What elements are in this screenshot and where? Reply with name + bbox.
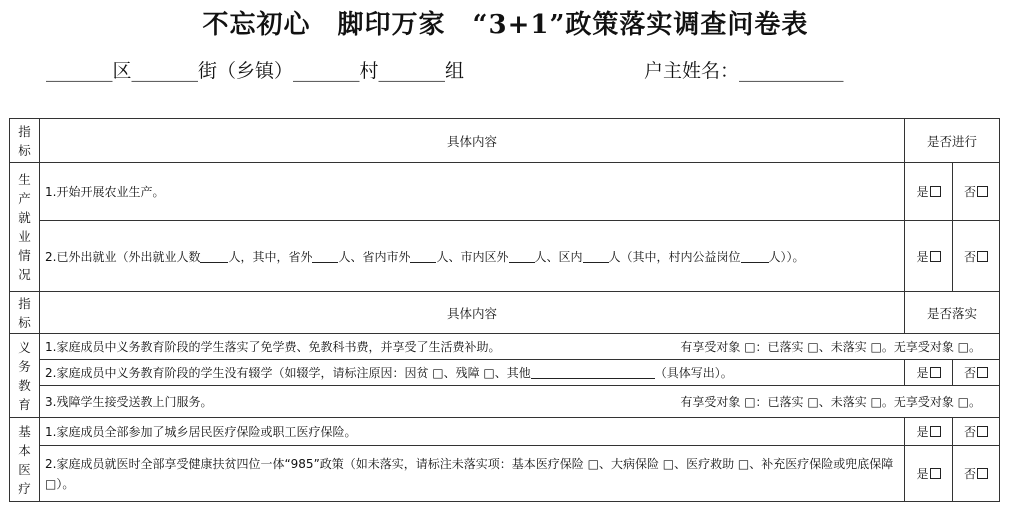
table-header-row (10, 119, 1000, 163)
address-fields[interactable]: _______区_______街（乡镇）_______村_______组 (46, 60, 465, 82)
status-header: 是否进行 (905, 119, 1000, 163)
table-row (10, 418, 1000, 446)
yes-checkbox[interactable]: 是 (905, 418, 953, 446)
indicator-header: 指 标 (10, 119, 40, 163)
yes-checkbox[interactable]: 是 (905, 446, 953, 502)
section-basic-medical: 基 本 医 疗 (10, 418, 40, 502)
checkbox-icon[interactable] (977, 468, 988, 479)
indicator-header: 指 标 (10, 292, 40, 334)
education-item-3: 3.残障学生接受送教上门服务。 有享受对象 □：已落实 □、未落实 □。无享受对象 □。 (40, 386, 1000, 418)
blank-field[interactable] (312, 250, 338, 263)
checkbox-icon[interactable] (930, 251, 941, 262)
checkbox-icon[interactable] (977, 426, 988, 437)
no-checkbox[interactable]: 否 (953, 446, 1000, 502)
blank-field[interactable] (741, 250, 769, 263)
table-header-row (10, 292, 1000, 334)
medical-item-1: 1.家庭成员全部参加了城乡居民医疗保险或职工医疗保险。 (40, 418, 905, 446)
yes-checkbox[interactable]: 是 (905, 360, 953, 386)
no-checkbox[interactable]: 否 (953, 221, 1000, 292)
survey-table (9, 118, 1000, 502)
content-header: 具体内容 (40, 292, 905, 334)
checkbox-icon[interactable] (977, 367, 988, 378)
no-checkbox[interactable]: 否 (953, 163, 1000, 221)
education-item-1: 1.家庭成员中义务教育阶段的学生落实了免学费、免教科书费，并享受了生活费补助。 有享受对象 □：已落实 □、未落实 □。无享受对象 □。 (40, 334, 1000, 360)
checkbox-icon[interactable] (977, 251, 988, 262)
no-checkbox[interactable]: 否 (953, 418, 1000, 446)
checkbox-icon[interactable] (930, 367, 941, 378)
content-header: 具体内容 (40, 119, 905, 163)
yes-checkbox[interactable]: 是 (905, 163, 953, 221)
production-item-1: 1.开始开展农业生产。 (40, 163, 905, 221)
checkbox-icon[interactable] (930, 426, 941, 437)
section-compulsory-education: 义 务 教 育 (10, 334, 40, 418)
document-title: 不忘初心 脚印万家 “3+1”政策落实调查问卷表 (202, 10, 809, 40)
household-head-field[interactable]: 户主姓名：___________ (644, 60, 844, 82)
status-header: 是否落实 (905, 292, 1000, 334)
address-line (46, 56, 986, 86)
medical-item-2: 2.家庭成员就医时全部享受健康扶贫四位一体“985”政策（如未落实，请标注未落实项：基本医疗保险 □、大病保险 □、医疗救助 □、补充医疗保险或兜底保障 □）。 (40, 446, 905, 502)
table-row (10, 334, 1000, 360)
blank-field[interactable] (531, 366, 655, 379)
table-row (10, 360, 1000, 386)
education-item-2: 2.家庭成员中义务教育阶段的学生没有辍学（如辍学，请标注原因：因贫 □、残障 □、其他 （具体写出）。 (40, 360, 905, 386)
table-row (10, 221, 1000, 292)
section-production-employment: 生 产 就 业 情 况 (10, 163, 40, 292)
table-row (10, 386, 1000, 418)
blank-field[interactable] (410, 250, 436, 263)
education-item-3-options[interactable]: 有享受对象 □：已落实 □、未落实 □。无享受对象 □。 (680, 395, 982, 409)
checkbox-icon[interactable] (977, 186, 988, 197)
production-item-2: 2.已外出就业（外出就业人数 人，其中，省外 人、省内市外 人、市内区外 人、区内 人（其中，村内公益岗位 人））。 (40, 221, 905, 292)
education-item-1-options[interactable]: 有享受对象 □：已落实 □、未落实 □。无享受对象 □。 (680, 340, 982, 354)
table-row (10, 446, 1000, 502)
table-row (10, 163, 1000, 221)
no-checkbox[interactable]: 否 (953, 360, 1000, 386)
checkbox-icon[interactable] (930, 186, 941, 197)
yes-checkbox[interactable]: 是 (905, 221, 953, 292)
blank-field[interactable] (200, 250, 228, 263)
checkbox-icon[interactable] (930, 468, 941, 479)
blank-field[interactable] (583, 250, 609, 263)
blank-field[interactable] (509, 250, 535, 263)
